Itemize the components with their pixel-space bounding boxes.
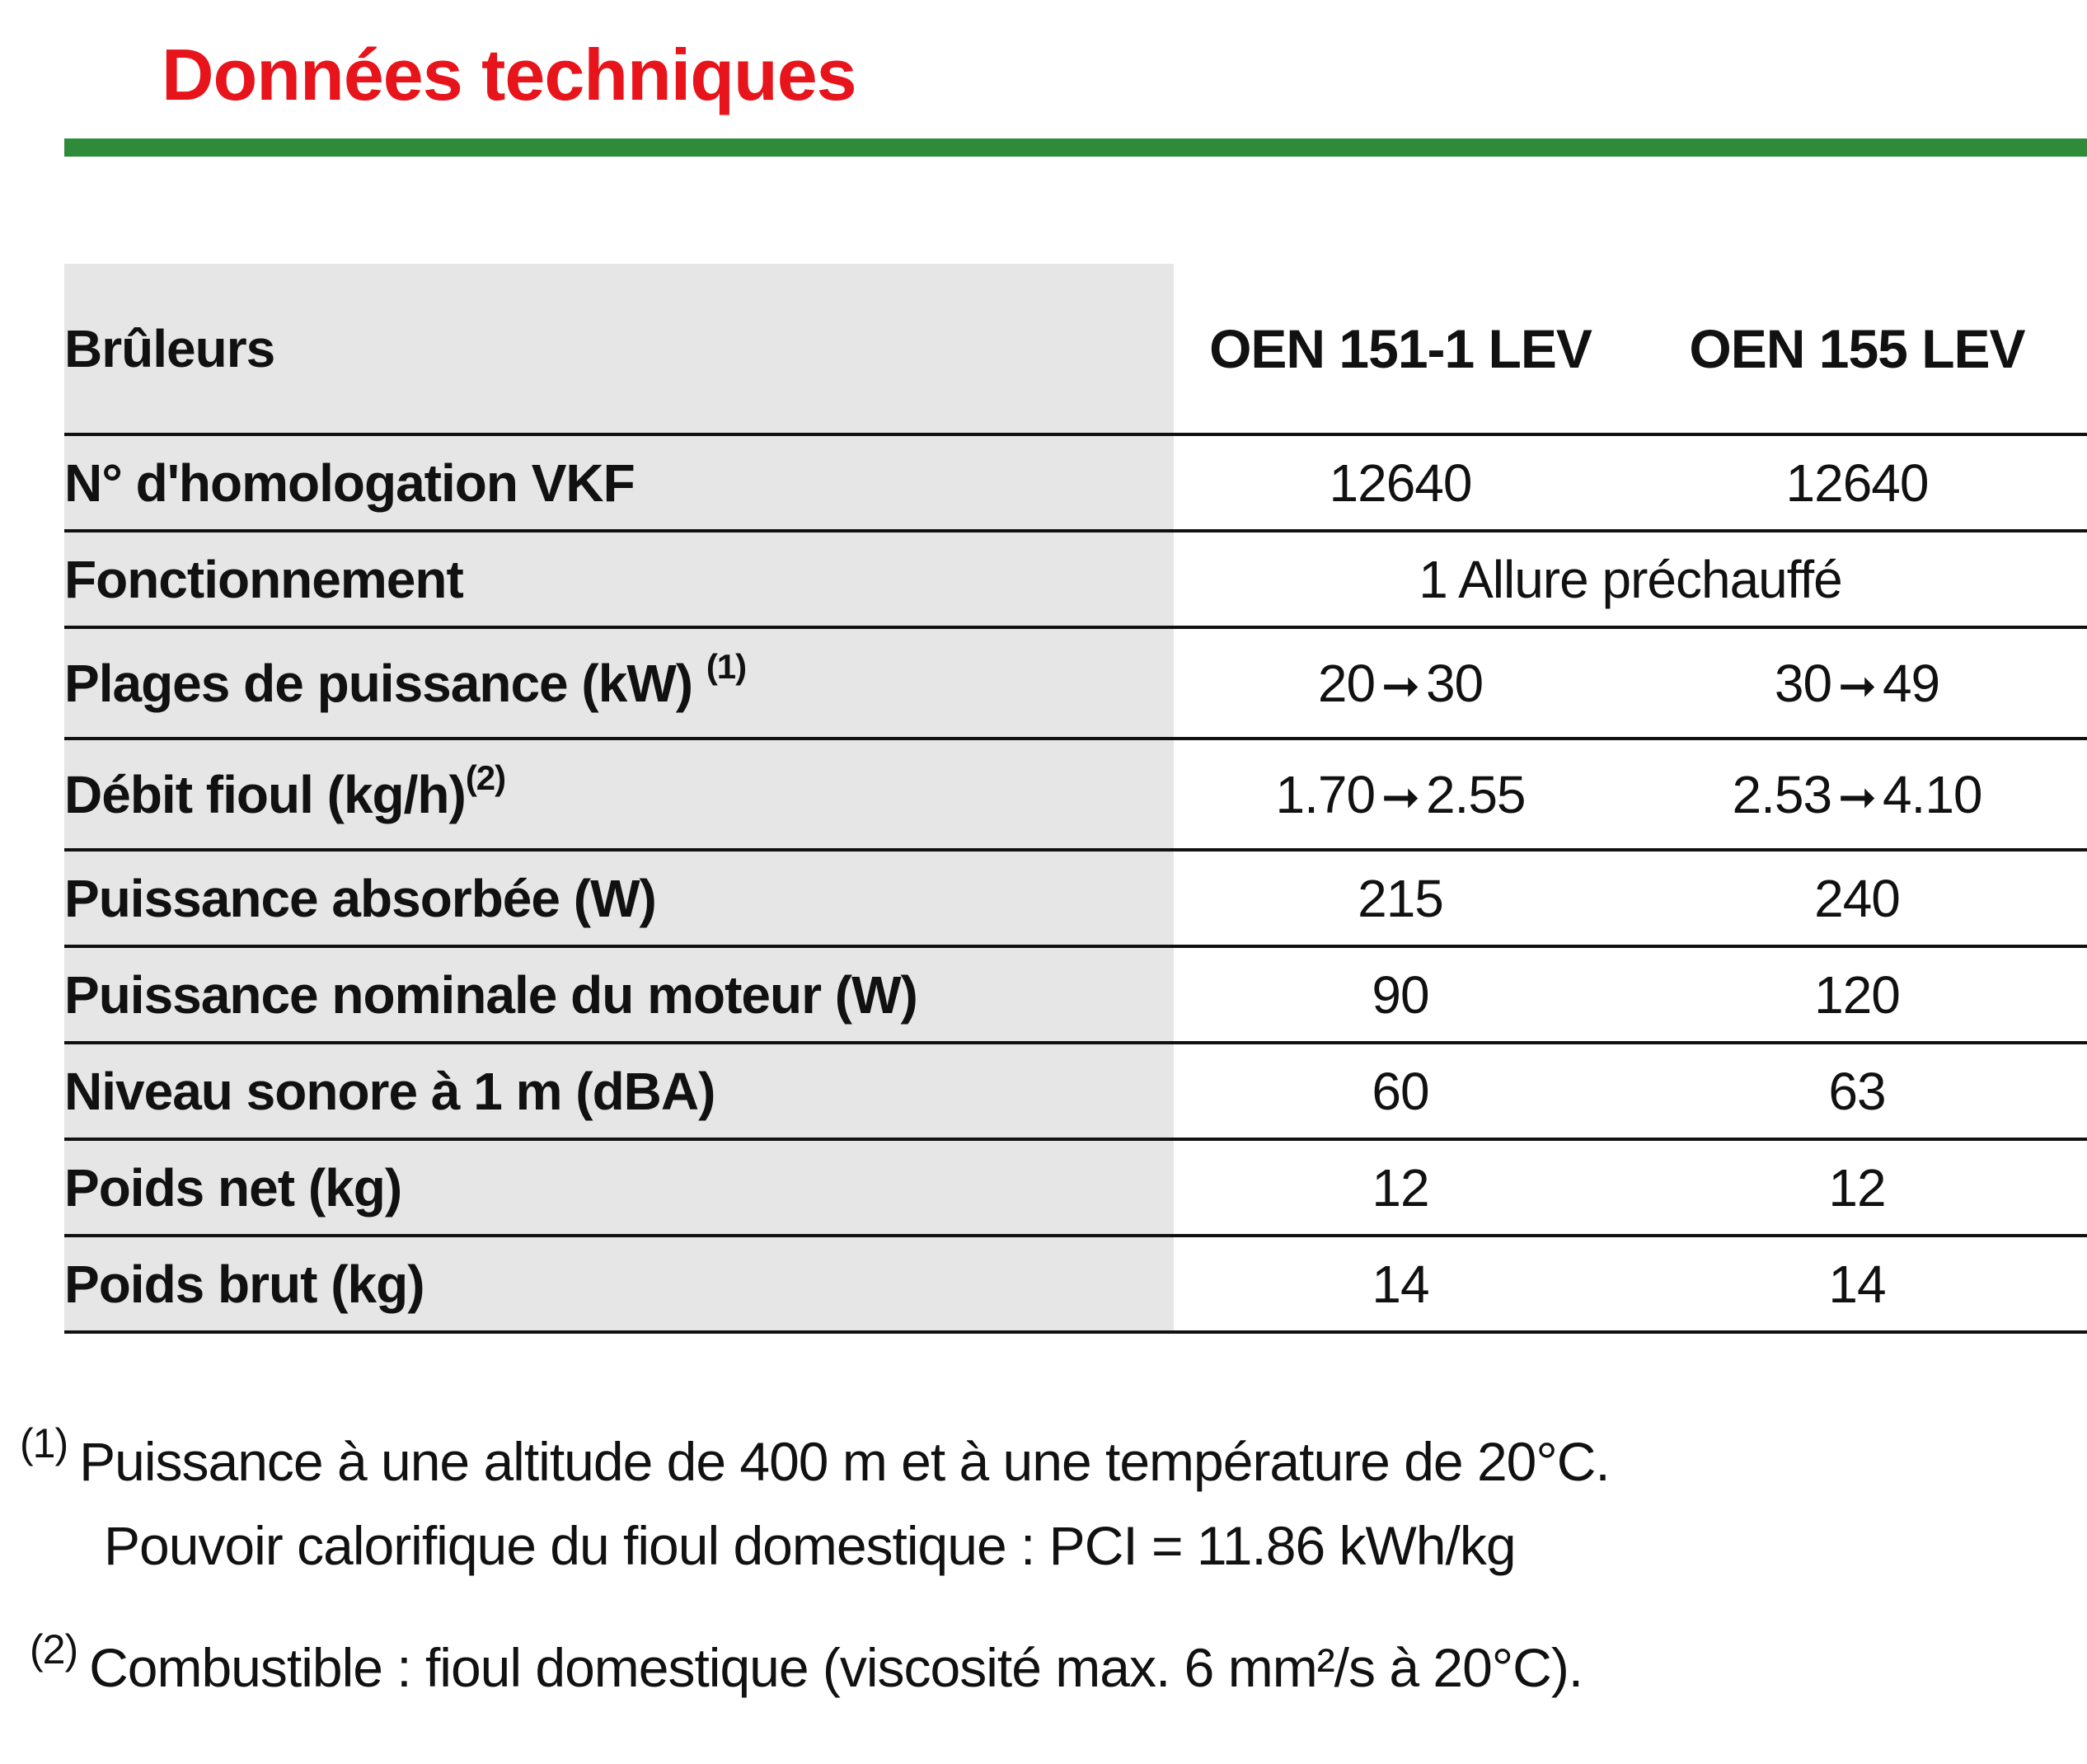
footnote-1-continuation [104,1514,1516,1577]
row-label-puissance-absorbee: Puissance absorbée (W) [64,850,1174,946]
row-label-puissance-moteur: Puissance nominale du moteur (W) [64,946,1174,1043]
footnote-1 [20,1420,1610,1493]
header-label: Brûleurs [64,264,1174,434]
table-row [64,946,2087,1043]
cell-debit-a [1174,739,1627,850]
cell-fonctionnement: 1 Allure préchauffé [1174,531,2087,627]
page-title: Données techniques [162,34,856,115]
plages-a-to: 30 [1425,653,1484,713]
cell-puissance-moteur-b: 120 [1627,946,2087,1043]
table-row [64,850,2087,946]
table-row [64,1043,2087,1139]
cell-niveau-sonore-b: 63 [1627,1043,2087,1139]
cell-puissance-moteur-a: 90 [1174,946,1627,1043]
cell-debit-b [1627,739,2087,850]
footnote-1-text: Puissance à une altitude de 400 m et à une température de 20°C. [79,1431,1610,1492]
footnote-1b-text: Pouvoir calorifique du fioul domestique : PCI = 11.86 kWh/kg [104,1515,1516,1576]
specs-table [64,264,2087,1334]
cell-poids-net-a: 12 [1174,1139,1627,1236]
cell-plages-a [1174,627,1627,739]
footnote-2-text: Combustible : fioul domestique (viscosité max. 6 mm²/s à 20°C). [89,1637,1583,1698]
arrow-right-icon: ➞ [1838,770,1876,824]
cell-plages-b [1627,627,2087,739]
title-rule [64,138,2087,157]
table-row [64,739,2087,850]
plages-b-from: 30 [1774,653,1832,713]
row-label-poids-net: Poids net (kg) [64,1139,1174,1236]
debit-a-from: 1.70 [1275,764,1376,824]
arrow-right-icon: ➞ [1381,770,1419,824]
footnote-1-mark: (1) [20,1420,68,1466]
footnote-2-mark: (2) [30,1626,78,1673]
debit-b-from: 2.53 [1732,764,1832,824]
cell-poids-brut-a: 14 [1174,1236,1627,1332]
row-label-poids-brut: Poids brut (kg) [64,1236,1174,1332]
cell-homologation-a: 12640 [1174,434,1627,531]
arrow-right-icon: ➞ [1381,659,1419,713]
plages-b-to: 49 [1882,653,1940,713]
row-label-debit [64,739,1174,850]
table-row [64,627,2087,739]
footnote-ref-1: (1) [706,646,747,686]
row-label-plages [64,627,1174,739]
footnote-2 [30,1626,1583,1699]
row-label-niveau-sonore: Niveau sonore à 1 m (dBA) [64,1043,1174,1139]
table-row [64,1236,2087,1332]
cell-poids-brut-b: 14 [1627,1236,2087,1332]
table-row [64,531,2087,627]
header-model-b: OEN 155 LEV [1627,264,2087,434]
plages-a-from: 20 [1317,653,1376,713]
cell-puissance-absorbee-b: 240 [1627,850,2087,946]
debit-b-to: 4.10 [1882,764,1982,824]
table-row [64,434,2087,531]
table-header-row [64,264,2087,434]
row-label-plages-text: Plages de puissance (kW) [64,653,693,713]
row-label-homologation: N° d'homologation VKF [64,434,1174,531]
row-label-debit-text: Débit fioul (kg/h) [64,764,466,824]
row-label-fonctionnement: Fonctionnement [64,531,1174,627]
cell-homologation-b: 12640 [1627,434,2087,531]
cell-puissance-absorbee-a: 215 [1174,850,1627,946]
cell-poids-net-b: 12 [1627,1139,2087,1236]
arrow-right-icon: ➞ [1838,659,1876,713]
table-row [64,1139,2087,1236]
debit-a-to: 2.55 [1425,764,1526,824]
footnote-ref-2: (2) [465,758,506,797]
cell-niveau-sonore-a: 60 [1174,1043,1627,1139]
header-model-a: OEN 151-1 LEV [1174,264,1627,434]
